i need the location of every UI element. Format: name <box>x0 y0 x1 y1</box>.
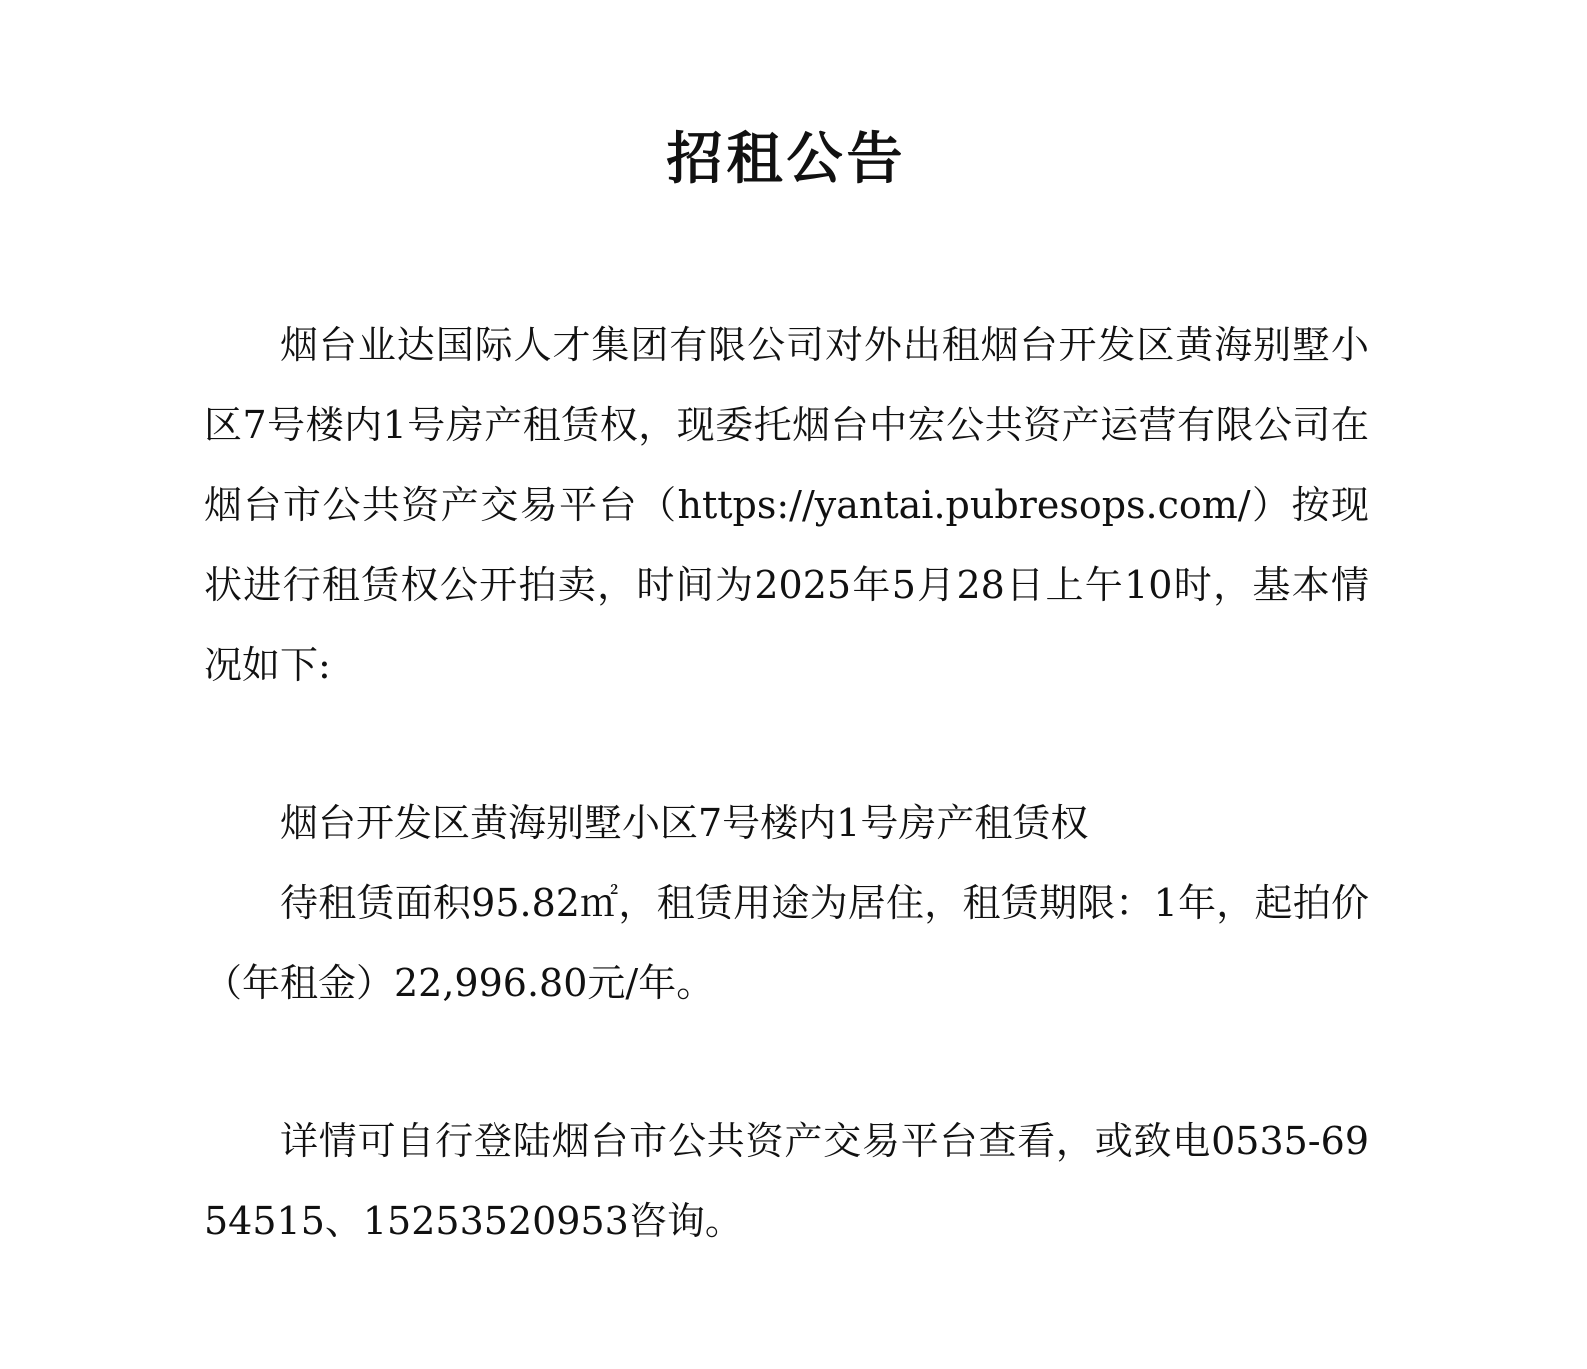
announcement-page <box>204 120 1369 1261</box>
page-title: 招租公告 <box>666 127 907 192</box>
property-details: 待租赁面积95.82㎡，租赁用途为居住，租赁期限：1年，起拍价（年租金）22,996.80元/年。 <box>204 881 1369 1005</box>
contact-paragraph: 详情可自行登陆烟台市公共资产交易平台查看，或致电0535-6954515、15253520953咨询。 <box>204 1119 1369 1243</box>
intro-paragraph: 烟台业达国际人才集团有限公司对外出租烟台开发区黄海别墅小区7号楼内1号房产租赁权，现委托烟台中宏公共资产运营有限公司在烟台市公共资产交易平台（https://yantai.pubresops.com/）按现状进行租赁权公开拍卖，时间为2025年5月28日上午10时，基本情况如下: <box>204 323 1369 687</box>
property-name: 烟台开发区黄海别墅小区7号楼内1号房产租赁权 <box>280 801 1089 845</box>
